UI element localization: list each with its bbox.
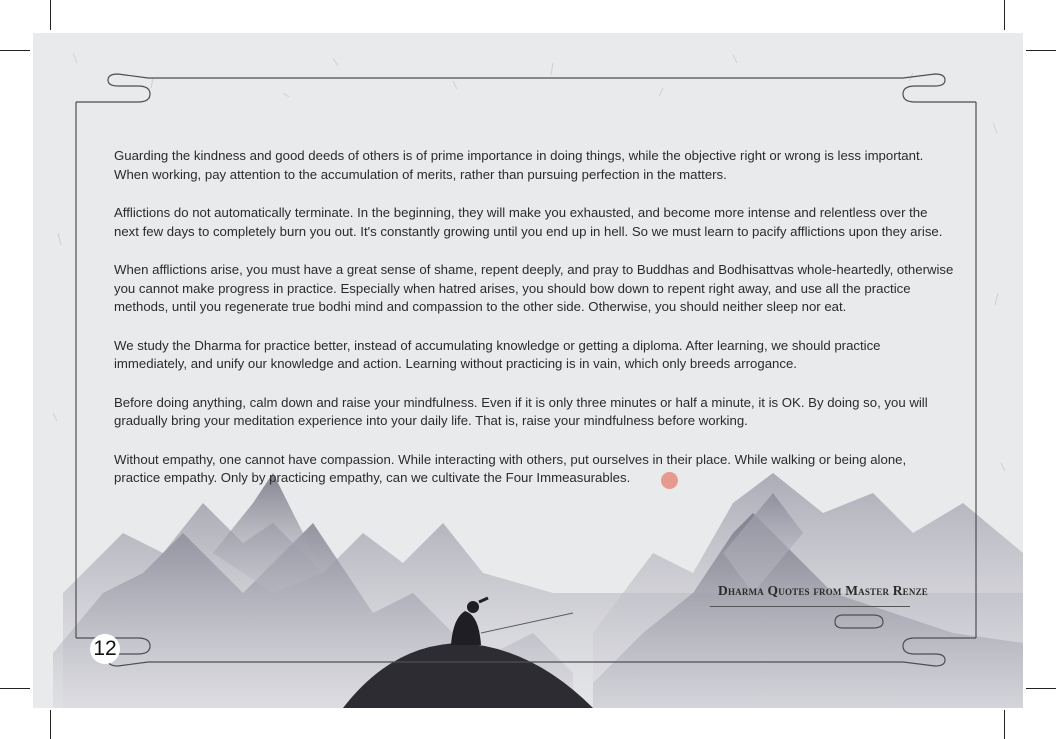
crop-mark-bottom-left-h <box>0 688 30 689</box>
red-seal-icon <box>661 472 678 489</box>
quote-text-block <box>114 147 954 508</box>
crop-mark-top-left <box>50 0 51 30</box>
crop-mark-bottom-right <box>1004 710 1005 739</box>
crop-mark-bottom-right-h <box>1026 688 1056 689</box>
attribution: Dharma Quotes from Master Renze <box>718 583 928 598</box>
book-page <box>33 33 1023 708</box>
crop-mark-top-right <box>1004 0 1005 30</box>
attribution-underline <box>710 606 910 607</box>
paragraph: Before doing anything, calm down and raise your mindfulness. Even if it is only three minutes or half a minute, it is OK. By doing so, you will gradually bring your meditation experience into your daily life. That is, raise your mindfulness before working. <box>114 394 928 428</box>
crop-mark-top-right-h <box>1026 50 1056 51</box>
paragraph: We study the Dharma for practice better, instead of accumulating knowledge or getting a diploma. After learning, we should practice immediately, and unify our knowledge and action. Learning without practicing is in vain, which only breeds arrogance. <box>114 337 881 371</box>
paragraph: Without empathy, one cannot have compassion. While interacting with others, put ourselves in their place. While walking or being alone, practice empathy. Only by practicing empathy, can we cultivate the Four Immeasurables. <box>114 451 907 485</box>
paragraph: Guarding the kindness and good deeds of others is of prime importance in doing things, while the objective right or wrong is less important. When working, pay attention to the accumulation of merits, rather than pursuing perfection in the matters. <box>114 148 924 182</box>
crop-mark-top-left-h <box>0 50 30 51</box>
paragraph: When afflictions arise, you must have a great sense of shame, repent deeply, and pray to Buddhas and Bodhisattvas whole-heartedly, otherwise you cannot make progress in practice. Especially when hatred arises, you should bow down to repent right away, and use all the practice methods, until you regenerate true bodhi mind and compassion to the other side. Otherwise, you should neither sleep nor eat. <box>114 262 954 314</box>
paragraph: Afflictions do not automatically terminate. In the beginning, they will make you exhausted, and become more intense and relentless over the next few days to completely burn you out. It's constantly growing until you end up in hell. So we must learn to pacify afflictions upon they arise. <box>114 205 943 239</box>
crop-mark-bottom-left <box>50 710 51 739</box>
page-number: 12 <box>90 634 120 664</box>
